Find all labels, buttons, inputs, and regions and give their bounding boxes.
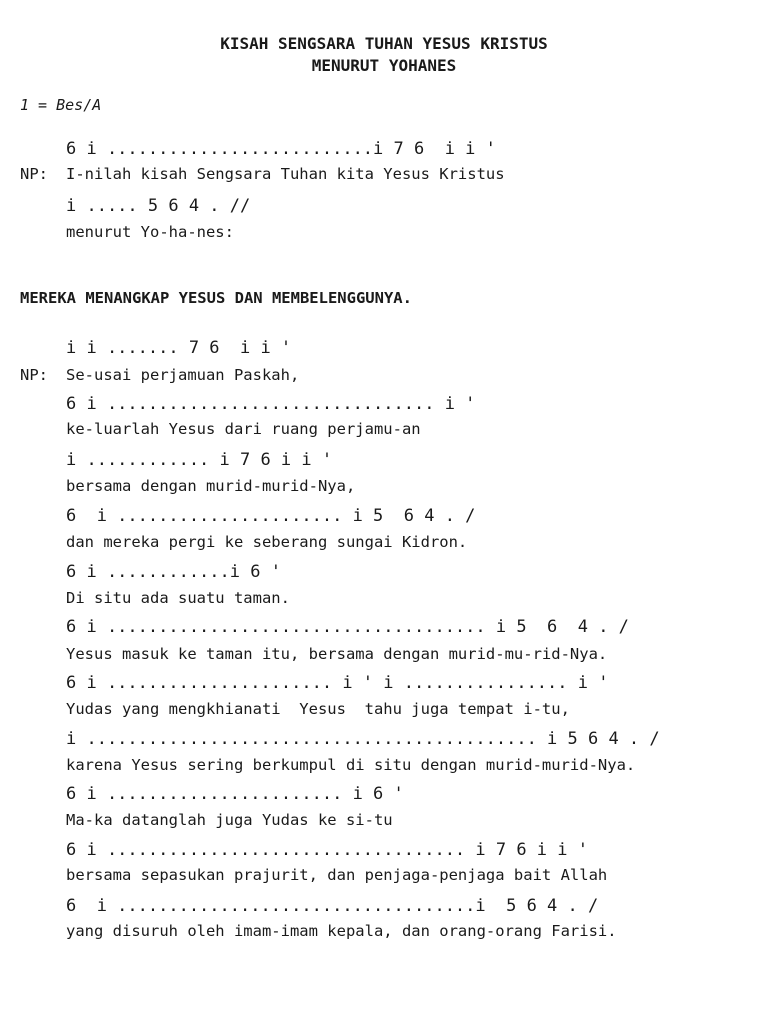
verse-lyric: bersama dengan murid-murid-Nya, <box>66 477 356 495</box>
verse-notes: 6 i̇ ................................ i̇ ' <box>66 394 476 414</box>
verse-lyric: Yudas yang mengkhianati Yesus tahu juga tempat i-tu, <box>66 700 570 718</box>
title-line-2: MENURUT YOHANES <box>311 56 457 75</box>
verse-lyric: Yesus masuk ke taman itu, bersama dengan murid-mu-rid-Nya. <box>66 645 608 663</box>
verse-notes: 6 i̇ ..................................... i̇ 5 6 4 . / <box>66 617 629 637</box>
verse-notes: 6 i̇ ...................... i̇ ' i̇ ................ i̇ ' <box>66 673 609 693</box>
verse-notes: i̇ ............ i̇ 7 6 i̇ i̇ ' <box>66 450 333 470</box>
verse-lyric: ke-luarlah Yesus dari ruang perjamu-an <box>66 420 421 438</box>
verse-lyric: dan mereka pergi ke seberang sungai Kidron. <box>66 533 468 551</box>
verse-lyric: karena Yesus sering berkumpul di situ dengan murid-murid-Nya. <box>66 756 636 774</box>
intro-speaker: NP: <box>20 165 48 183</box>
verse-notes: 6 i̇ ................................... i̇ 7 6 i̇ i̇ ' <box>66 840 588 860</box>
verse-notes: 6 i̇ ...................................i̇ 5 6 4 . / <box>66 896 599 916</box>
intro-lyric-2: menurut Yo-ha-nes: <box>66 223 234 241</box>
verse-speaker: NP: <box>20 366 48 384</box>
intro-notes-2: i̇ ..... 5 6 4 . // <box>66 196 251 216</box>
verse-lyric: bersama sepasukan prajurit, dan penjaga-penjaga bait Allah <box>66 866 608 884</box>
intro-lyric-1: I-nilah kisah Sengsara Tuhan kita Yesus Kristus <box>66 165 505 183</box>
verse-notes: i̇ i̇ ....... 7 6 i̇ i̇ ' <box>66 338 292 358</box>
verse-notes: i̇ ............................................ i̇ 5 6 4 . / <box>66 729 660 749</box>
key-signature: 1 = Bes/A <box>20 96 102 114</box>
verse-lyric: Se-usai perjamuan Paskah, <box>66 366 300 384</box>
section-heading: MEREKA MENANGKAP YESUS DAN MEMBELENGGUNYA. <box>20 289 412 307</box>
intro-notes-1: 6 i̇ ..........................i̇ 7 6 i̇ i̇ ' <box>66 139 496 159</box>
verse-lyric: Ma-ka datanglah juga Yudas ke si-tu <box>66 811 393 829</box>
verse-lyric: yang disuruh oleh imam-imam kepala, dan orang-orang Farisi. <box>66 922 617 940</box>
verse-notes: 6 i̇ ....................... i̇ 6 ' <box>66 784 404 804</box>
verse-notes: 6 i̇ ............i̇ 6 ' <box>66 562 281 582</box>
title-line-1: KISAH SENGSARA TUHAN YESUS KRISTUS <box>220 34 548 53</box>
verse-notes: 6 i̇ ...................... i̇ 5 6 4 . / <box>66 506 476 526</box>
verse-lyric: Di situ ada suatu taman. <box>66 589 290 607</box>
